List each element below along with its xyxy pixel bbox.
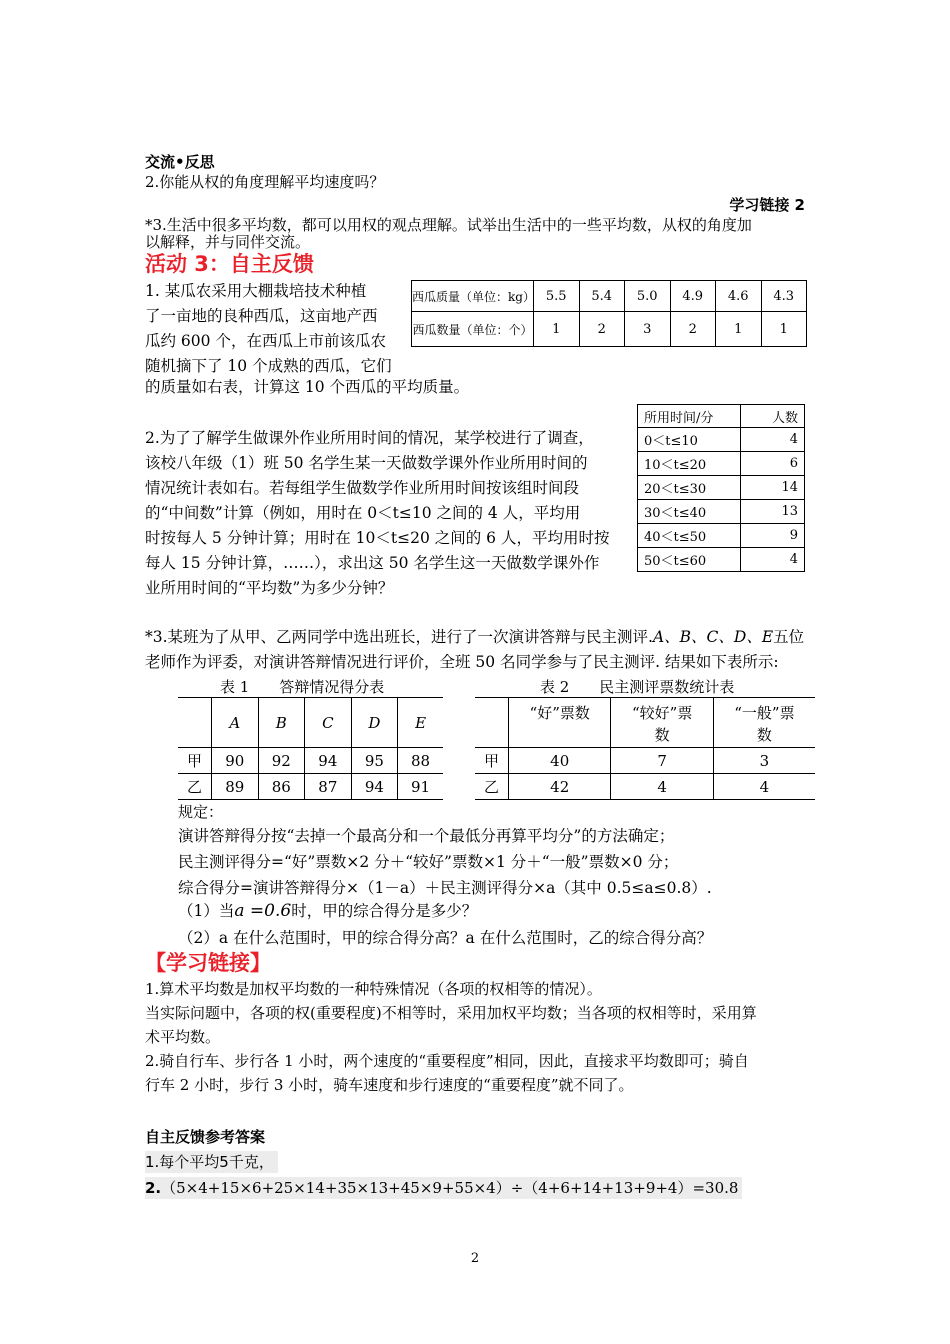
- debate-score: 92: [258, 748, 305, 774]
- time-count: 4: [741, 428, 805, 452]
- vote-header-line: 数: [654, 726, 670, 744]
- debate-score: 95: [351, 748, 398, 774]
- link-2b: 术平均数。: [145, 1028, 221, 1046]
- debate-score: 87: [305, 774, 352, 800]
- debate-score: 88: [398, 748, 443, 774]
- problem2-line4: 的“中间数”计算（例如，用时在 0＜t≤10 之间的 4 人，平均用: [145, 504, 581, 522]
- reflect-question-3-line2: 以解释，并与同伴交流。: [145, 233, 311, 251]
- vote-header-good: [509, 698, 611, 748]
- vote-count: 3: [713, 748, 815, 774]
- watermelon-count: 1: [534, 312, 580, 347]
- problem2-line1: 2.为了了解学生做课外作业所用时间的情况，某学校进行了调查，: [145, 429, 594, 447]
- judge-header: D: [351, 698, 398, 748]
- watermelon-weight: 4.9: [670, 281, 716, 312]
- sub-question-2: （2）a 在什么范围时，甲的综合得分高？a 在什么范围时，乙的综合得分高？: [178, 929, 713, 947]
- vote-header-line: “较好”票: [631, 704, 693, 722]
- problem2-line3: 情况统计表如右。若每组学生做数学作业所用时间按该组时间段: [145, 479, 580, 497]
- links-title: 【学习链接】: [145, 951, 271, 975]
- watermelon-weight: 4.3: [761, 281, 807, 312]
- sub1-pre: （1）当: [178, 902, 235, 920]
- time-count: 13: [741, 500, 805, 524]
- problem1-line5: 的质量如右表，计算这 10 个西瓜的平均质量。: [145, 378, 470, 396]
- watermelon-count: 2: [670, 312, 716, 347]
- watermelon-weight: 4.6: [716, 281, 762, 312]
- sub1-formula: a =0.6: [234, 901, 292, 921]
- watermelon-weight: 5.5: [534, 281, 580, 312]
- candidate-name: 甲: [475, 748, 509, 774]
- judge-header: A: [212, 698, 259, 748]
- time-range: 10＜t≤20: [638, 452, 741, 476]
- problem3-line1-text: *3.某班为了从甲、乙两同学中选出班长，进行了一次演讲答辩与民主测评.: [145, 628, 653, 646]
- rule-2: 民主测评得分=“好”票数×2 分＋“较好”票数×1 分＋“一般”票数×0 分；: [178, 853, 679, 871]
- candidate-name: 乙: [475, 774, 509, 800]
- debate-corner: [178, 698, 212, 748]
- vote-header-normal: [713, 698, 815, 748]
- candidate-name: 甲: [178, 748, 212, 774]
- time-range: 20＜t≤30: [638, 476, 741, 500]
- reflect-question-3-line1: *3.生活中很多平均数，都可以用权的观点理解。试举出生活中的一些平均数，从权的角度加: [145, 216, 752, 234]
- watermelon-count: 2: [579, 312, 625, 347]
- link-1: 1.算术平均数是加权平均数的一种特殊情况（各项的权相等的情况）。: [145, 980, 602, 998]
- time-range: 30＜t≤40: [638, 500, 741, 524]
- problem2-line7: 业所用时间的“平均数”为多少分钟？: [145, 579, 394, 597]
- vote-corner: [475, 698, 509, 748]
- debate-score: 94: [305, 748, 352, 774]
- watermelon-weight: 5.4: [579, 281, 625, 312]
- time-count: 9: [741, 524, 805, 548]
- answers-title: 自主反馈参考答案: [145, 1128, 266, 1146]
- time-range: 0＜t≤10: [638, 428, 741, 452]
- vote-count: 40: [509, 748, 611, 774]
- rule-1: 演讲答辩得分按“去掉一个最高分和一个最低分再算平均分”的方法确定；: [178, 827, 675, 845]
- vote-count: 4: [713, 774, 815, 800]
- watermelon-count: 3: [625, 312, 671, 347]
- watermelon-count: 1: [761, 312, 807, 347]
- link-3b: 行车 2 小时，步行 3 小时，骑车速度和步行速度的“重要程度”就不同了。: [145, 1076, 634, 1094]
- watermelon-table: [411, 280, 807, 347]
- debate-score: 89: [212, 774, 259, 800]
- sub1-post: 时，甲的综合得分是多少？: [291, 902, 478, 920]
- problem3-line2: 老师作为评委，对演讲答辩情况进行评价，全班 50 名同学参与了民主测评. 结果如下表所示:: [145, 653, 779, 671]
- judge-header: B: [258, 698, 305, 748]
- time-range: 50＜t≤60: [638, 548, 741, 572]
- answer-2: [145, 1177, 742, 1199]
- problem1-line3: 瓜约 600 个，在西瓜上市前该瓜农: [145, 332, 386, 350]
- problem3-line1-tail: 五位: [773, 628, 805, 646]
- problem2-line2: 该校八年级（1）班 50 名学生某一天做数学课外作业所用时间的: [145, 454, 588, 472]
- rules-heading: 规定：: [178, 803, 224, 821]
- table1-caption: 表 1 答辩情况得分表: [220, 678, 385, 696]
- debate-score: 94: [351, 774, 398, 800]
- answer-1: 1.每个平均5千克，: [145, 1151, 278, 1173]
- homework-time-table: [637, 404, 805, 572]
- problem3-teachers: A、B、C、D、E: [652, 628, 774, 646]
- watermelon-count: 1: [716, 312, 762, 347]
- problem1-line2: 了一亩地的良种西瓜，这亩地产西: [145, 307, 378, 325]
- reflect-question-2: 2.你能从权的角度理解平均速度吗？: [145, 173, 385, 191]
- judge-header: E: [398, 698, 443, 748]
- debate-score: 90: [212, 748, 259, 774]
- watermelon-weight-label: 西瓜质量（单位：kg）: [412, 281, 534, 312]
- link-2a: 当实际问题中，各项的权(重要程度)不相等时，采用加权平均数；当各项的权相等时，采用算: [145, 1004, 757, 1022]
- time-count: 6: [741, 452, 805, 476]
- count-header: 人数: [741, 405, 805, 428]
- time-count: 4: [741, 548, 805, 572]
- link-3a: 2.骑自行车、步行各 1 小时，两个速度的“重要程度”相同，因此，直接求平均数即可；骑自: [145, 1052, 749, 1070]
- vote-count: 42: [509, 774, 611, 800]
- vote-count-table: [475, 697, 815, 800]
- problem2-line5: 时按每人 5 分钟计算；用时在 10＜t≤20 之间的 6 人，平均用时按: [145, 529, 610, 547]
- debate-score-table: [178, 697, 443, 800]
- watermelon-weight: 5.0: [625, 281, 671, 312]
- page-number: 2: [470, 1251, 480, 1266]
- table2-caption: 表 2 民主测评票数统计表: [540, 678, 735, 696]
- answer-2-text: （5×4+15×6+25×14+35×13+45×9+55×4）÷（4+6+14+13+9+4）=30.8: [161, 1179, 739, 1197]
- debate-score: 86: [258, 774, 305, 800]
- reflect-heading: 交流•反思: [145, 153, 215, 171]
- problem3-line1: [145, 623, 804, 651]
- sub-question-1: [178, 897, 477, 925]
- vote-count: 7: [611, 748, 713, 774]
- vote-header-line: 数: [756, 726, 772, 744]
- judge-header: C: [305, 698, 352, 748]
- time-range: 40＜t≤50: [638, 524, 741, 548]
- watermelon-count-label: 西瓜数量（单位：个）: [412, 312, 534, 347]
- candidate-name: 乙: [178, 774, 212, 800]
- problem1-line4: 随机摘下了 10 个成熟的西瓜，它们: [145, 357, 392, 375]
- vote-count: 4: [611, 774, 713, 800]
- answer-2-number: 2.: [145, 1179, 162, 1197]
- activity3-title: 活动 3：自主反馈: [145, 252, 314, 276]
- vote-header-line: “一般”票: [734, 704, 795, 722]
- problem1-line1: 1. 某瓜农采用大棚栽培技术种植: [145, 282, 367, 300]
- time-header: 所用时间/分: [638, 405, 741, 428]
- debate-score: 91: [398, 774, 443, 800]
- time-count: 14: [741, 476, 805, 500]
- vote-header-fair: [611, 698, 713, 748]
- rule-3: 综合得分=演讲答辩得分×（1－a）＋民主测评得分×a（其中 0.5≤a≤0.8）.: [178, 879, 712, 897]
- vote-header-line: “好”票数: [529, 704, 590, 722]
- link-label[interactable]: 学习链接 2: [729, 196, 805, 214]
- problem2-line6: 每人 15 分钟计算，……），求出这 50 名学生这一天做数学课外作: [145, 554, 600, 572]
